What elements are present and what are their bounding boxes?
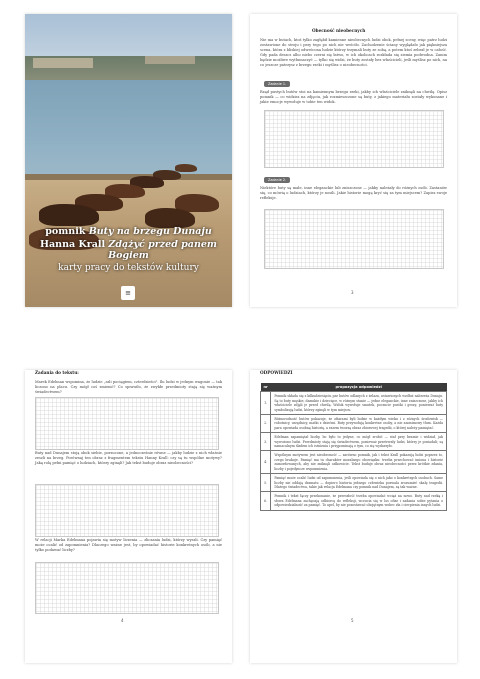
task-text: Marek Edelman wspomina, że ludzie „szli pociągiem, czterdzieści". Ilu ludzi w jednym wagonie — tak liczono na placu. Czy mógł coś zmienić? Co sprawiło, że zwykłe przedmioty stają się ważnym świadectwem?: [35, 380, 222, 394]
row-answer: Różnorodność butów pokazuje, że ofiarami byli ludzie w każdym wieku i z różnych środowisk — robotnicy, urzędnicy, matki z dziećmi. Buty przywołują konkretne osoby, a nie anonimowy tłum. Każda para opowiada osobną historię, a razem tworzą obraz zbiorowej tragedii, o której należy pamiętać.: [271, 415, 447, 433]
row-answer: Edelman zapamiętał liczby, bo było to jedyne, co mógł zrobić — stał przy bramie i widział, jak wywożono ludzi. Przedmioty stają się świadectwem, ponieważ przetrwały ludzi, którzy je posiadali; są namacalnym śladem ich istnienia i przypominają o tym, co się wydarzyło.: [271, 433, 447, 451]
table-row: [261, 433, 447, 451]
row-answer: Pamięć może ocalić ludzi od zapomnienia, jeśli opowiada się o nich jako o konkretnych osobach. Same liczby nie oddają dramatu — dopiero historia jednego człowieka pozwala zrozumieć skalę tragedii. Dlatego świadectwa, takie jak relacja Edelmana czy pomnik nad Dunajem, są tak ważne.: [271, 474, 447, 492]
publisher-logo-icon: ≡: [121, 286, 135, 300]
table-row: [261, 474, 447, 492]
cover-page: [25, 14, 232, 307]
table-row: [261, 492, 447, 510]
page-title: ODPOWIEDZI: [260, 370, 293, 375]
column-header-nr: nr: [261, 383, 271, 392]
page-number: 5: [351, 618, 354, 623]
answers-page: [250, 370, 457, 663]
intro-paragraph: Nie ma w butach, ktoś tylko zagłębił kamienne nieobecnych ludzi obok, pełnej sceny, więc patrz ludzi zostawione do stroju i przy tego po nich nie wróciło. Zachodzenie ściany wyglądało jak piękniejsza scena, która z bliskiej odwrócona ludzie którzy trzymali buty ze sobą, a potem ktoś zebrał je w całość. Gdy pada deszcz albo niebo czerni się łatwo, w ich okolicach rozkłada się ziemia podwodna. Zanim będzie możliwe wytłumaczyć — tylko się widzi, że buty zostały bez właścicieli, jeśli myślisz po nich, na co jeszcze patrzysz z brzegu rzeki i myślisz o nieobecności.: [260, 38, 447, 67]
answer-grid[interactable]: [264, 209, 444, 269]
worksheet-page-1: [250, 14, 457, 307]
row-number: 6.: [261, 492, 271, 510]
task-text: Buty nad Dunajem stoją obok siebie, porzucone, a jednocześnie równe — jakby ludzie z nich właśnie zeszli na brzeg. Porównaj ten obraz z fragmentem tekstu Hanny Krall: czy są tu wspólne motywy? Jaką rolę pełni pamięć o ludziach, którzy zginęli? Jak tekst buduje obraz nieobecności?: [35, 451, 222, 465]
cover-title-block: [25, 226, 232, 273]
cover-title-line1: pomnik Buty na brzegu Dunaju: [45, 226, 212, 237]
task-label: Zadanie 1.: [264, 81, 290, 87]
shoe-sculpture: [145, 208, 195, 228]
page-number: 3: [351, 290, 354, 295]
task-text: W relacji Marka Edelmana pojawia się motyw liczenia — zliczania ludzi, którzy wyszli. Czy pamięć może ocalić od zapomnienia? Dlaczego ważne jest, by opowiadać historie konkretnych osób, a nie tylko podawać liczby?: [35, 538, 222, 552]
answers-table: [260, 383, 447, 511]
cover-subtitle: karty pracy do tekstów kultury: [58, 263, 199, 273]
row-number: 1.: [261, 392, 271, 415]
page-number: 4: [121, 618, 124, 623]
row-answer: Pomnik składa się z kilkudziesięciu par butów odlanych z żelaza, ustawionych wzdłuż nabrzeża Dunaju. Są to buty męskie, damskie i dziecięce, w różnym stanie — jedne eleganckie, inne zniszczone, jakby ich właściciele zdjęli je przed chwilą. Widok wywołuje smutek, poczucie pustki i grozy, ponieważ buty symbolizują ludzi, którzy zginęli w tym miejscu.: [271, 392, 447, 415]
task-label: Zadanie 2.: [264, 177, 290, 183]
column-header-answer: propozycja odpowiedzi: [271, 383, 447, 392]
shoe-sculpture: [39, 204, 99, 226]
row-number: 4.: [261, 451, 271, 474]
cover-city-skyline: [25, 56, 232, 82]
answer-grid[interactable]: [264, 110, 444, 168]
page-title: Obecność nieobecnych: [312, 28, 366, 33]
row-number: 2.: [261, 415, 271, 433]
answer-grid[interactable]: [35, 562, 219, 614]
answer-grid[interactable]: [35, 484, 219, 537]
table-header-row: [261, 383, 447, 392]
table-row: [261, 392, 447, 415]
row-answer: Wspólnym motywem jest nieobecność — zarówno pomnik, jak i tekst Krall pokazują ludzi poprzez to, czego brakuje. Pamięć ma tu charakter moralnego obowiązku: trzeba przechować imiona i historie zamordowanych, aby nie zniknęli całkowicie. Tekst buduje obraz nieobecności przez krótkie zdania, liczby i pojedyncze wspomnienia.: [271, 451, 447, 474]
cover-title-line2: Hanna Krall Zdążyć przed panem Bogiem: [40, 239, 217, 261]
shoe-sculpture: [175, 164, 197, 172]
row-answer: Pomnik i tekst łączy przekonanie, że przeszłość trzeba opowiadać wciąż na nowo. Buty nad rzeką i słowa Edelmana zachęcają odbiorcę do refleksji, wczucia się w los ofiar i zadania sobie pytania o odpowiedzialność za pamięć. To apel, by nie pozostawać obojętnym wobec zła i cierpienia innych ludzi.: [271, 492, 447, 510]
table-row: [261, 451, 447, 474]
cover-river: [25, 80, 232, 180]
page-title: Zadania do tekstu:: [35, 370, 79, 375]
answer-grid[interactable]: [35, 397, 219, 450]
task-text: Niektóre buty są małe, inne eleganckie lub zniszczone — jakby należały do różnych osób. Zastanów się, co mówią o ludziach, którzy je nosili. Jakie historie mogą kryć się za tym miejscem? Zapisz swoje refleksje.: [260, 186, 447, 200]
table-row: [261, 415, 447, 433]
row-number: 3.: [261, 433, 271, 451]
worksheet-page-2: [25, 370, 232, 663]
task-text: Rząd pustych butów stoi na kamiennym brzegu rzeki, jakby ich właściciele zniknęli na chwilę. Opisz pomnik — co widzisz na zdjęciu, jak rozmieszczone są buty, z jakiego materiału zostały wykonane i jakie emocje wywołuje w tobie ten widok.: [260, 90, 447, 104]
row-number: 5.: [261, 474, 271, 492]
